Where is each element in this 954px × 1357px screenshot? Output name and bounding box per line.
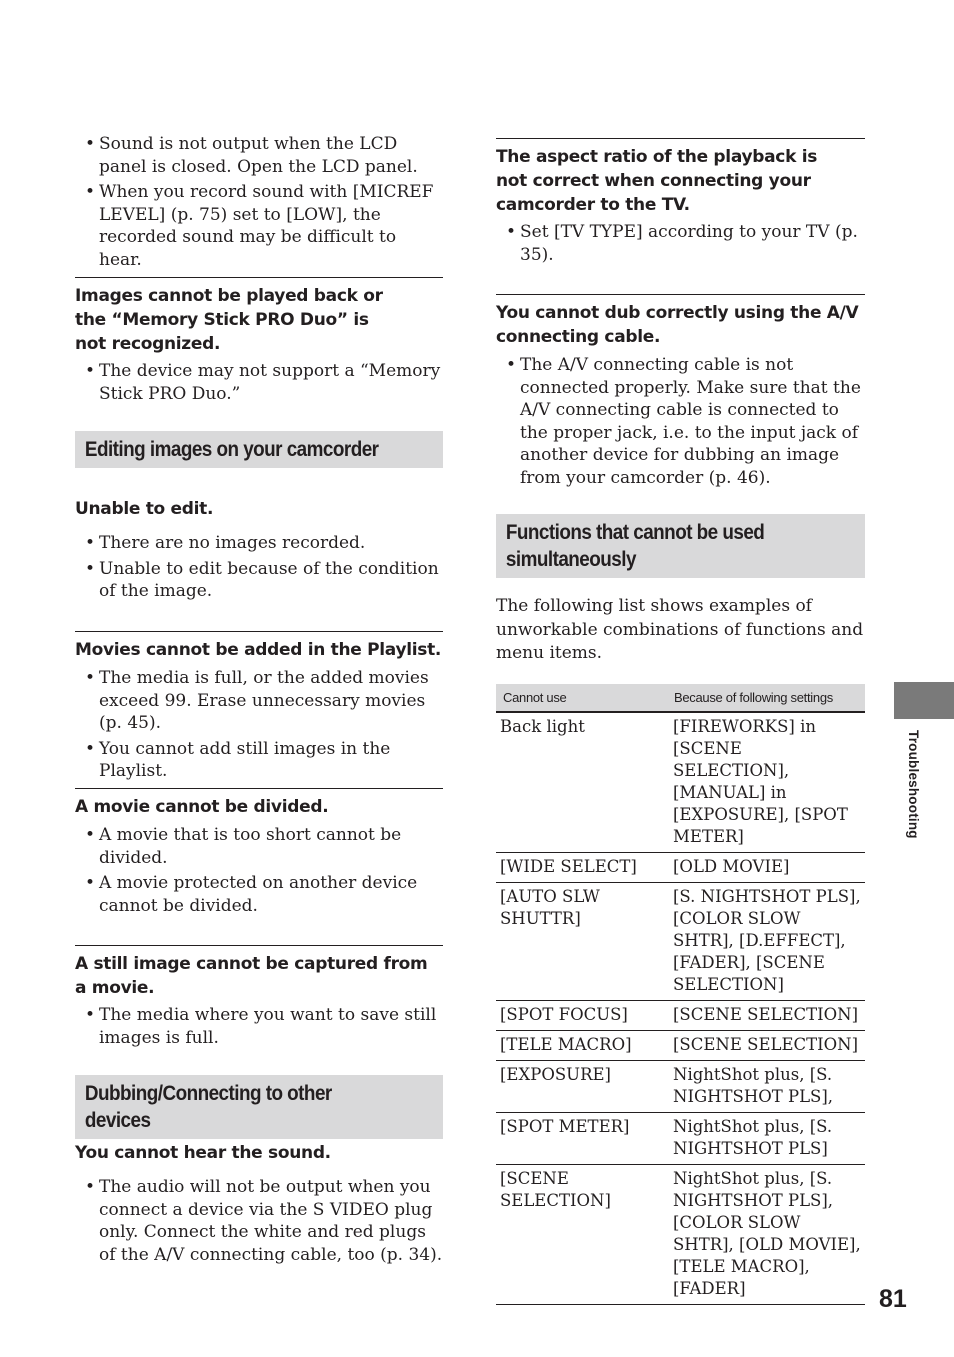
divide-heading: A movie cannot be divided. xyxy=(75,797,329,817)
divider xyxy=(496,294,865,295)
unable-to-edit-heading: Unable to edit. xyxy=(75,499,214,519)
unable-to-edit-bullet-list xyxy=(75,532,443,603)
list-item: • The A/V connecting cable is not connected properly. Make sure that the A/V connecting cable is connected to the proper jack, i.e. to the input jack of another device for dubbing an image from your camcorder (p. 46). xyxy=(496,354,865,489)
dub-heading: You cannot dub correctly using the A/V connecting cable. xyxy=(496,303,859,347)
table-row xyxy=(496,1061,865,1113)
section-header-functions xyxy=(496,514,865,578)
aspect-bullet-list xyxy=(496,221,865,266)
functions-intro: The following list shows examples of unworkable combinations of functions and menu items. xyxy=(496,596,864,663)
intro-bullet-list xyxy=(75,133,443,271)
divider xyxy=(75,945,443,946)
table-cell: [SCENE SELECTION] xyxy=(667,1001,865,1031)
playlist-bullet-list xyxy=(75,667,443,783)
table-cell: [AUTO SLW SHUTTR] xyxy=(496,883,667,1001)
functions-table xyxy=(496,684,865,1305)
list-item: • The device may not support a “Memory Stick PRO Duo.” xyxy=(75,360,443,405)
memory-stick-heading: Images cannot be played back or the “Memory Stick PRO Duo” is not recognized. xyxy=(75,286,383,354)
still-capture-bullet-list xyxy=(75,1004,443,1049)
still-capture-heading: A still image cannot be captured from a movie. xyxy=(75,954,428,998)
list-item: • A movie protected on another device cannot be divided. xyxy=(75,872,443,917)
table-cell: [EXPOSURE] xyxy=(496,1061,667,1113)
list-item: • The media is full, or the added movies exceed 99. Erase unnecessary movies (p. 45). xyxy=(75,667,443,735)
no-sound-heading: You cannot hear the sound. xyxy=(75,1143,331,1163)
section-title: Editing images on your camcorder xyxy=(84,438,379,461)
divide-bullet-list xyxy=(75,824,443,917)
divider xyxy=(75,788,443,789)
section-title: Functions that cannot be used simultaneously xyxy=(505,521,765,571)
section-header-dubbing xyxy=(75,1075,443,1139)
divider xyxy=(496,138,865,139)
list-item: • Unable to edit because of the condition of the image. xyxy=(75,558,443,603)
table-cell: [WIDE SELECT] xyxy=(496,853,667,883)
table-row xyxy=(496,1113,865,1165)
memory-stick-bullet-list xyxy=(75,360,443,405)
list-item: • When you record sound with [MICREF LEVEL] (p. 75) set to [LOW], the recorded sound may be difficult to hear. xyxy=(75,181,443,271)
table-cell: Back light xyxy=(496,712,667,853)
table-cell: NightShot plus, [S. NIGHTSHOT PLS] xyxy=(667,1113,865,1165)
table-row xyxy=(496,1001,865,1031)
table-cell: [SPOT METER] xyxy=(496,1113,667,1165)
table-row xyxy=(496,1165,865,1305)
section-title: Dubbing/Connecting to other devices xyxy=(84,1082,332,1132)
page-number: 81 xyxy=(879,1285,907,1313)
side-tab-marker xyxy=(894,682,954,719)
list-item: • A movie that is too short cannot be divided. xyxy=(75,824,443,869)
table-row xyxy=(496,712,865,853)
table-cell: [TELE MACRO] xyxy=(496,1031,667,1061)
table-cell: [SCENE SELECTION] xyxy=(667,1031,865,1061)
list-item: • There are no images recorded. xyxy=(75,532,443,555)
column-header-because: Because of following settings xyxy=(667,684,865,712)
table-cell: NightShot plus, [S. NIGHTSHOT PLS], xyxy=(667,1061,865,1113)
playlist-heading: Movies cannot be added in the Playlist. xyxy=(75,640,442,660)
divider xyxy=(75,277,443,278)
aspect-heading: The aspect ratio of the playback is not correct when connecting your camcorder to the TV. xyxy=(496,147,818,215)
table-cell: [FIREWORKS] in [SCENE SELECTION], [MANUAL] in [EXPOSURE], [SPOT METER] xyxy=(667,712,865,853)
table-header-row xyxy=(496,684,865,712)
side-tab-label: Troubleshooting xyxy=(906,730,921,839)
table-row xyxy=(496,1031,865,1061)
divider xyxy=(75,631,443,632)
table-cell: [SPOT FOCUS] xyxy=(496,1001,667,1031)
list-item: • The audio will not be output when you connect a device via the S VIDEO plug only. Connect the white and red plugs of the A/V connecting cable, too (p. 34). xyxy=(75,1176,443,1266)
list-item: • Set [TV TYPE] according to your TV (p. 35). xyxy=(496,221,865,266)
column-header-cannot-use: Cannot use xyxy=(496,684,667,712)
table-row xyxy=(496,853,865,883)
list-item: • Sound is not output when the LCD panel is closed. Open the LCD panel. xyxy=(75,133,443,178)
list-item: • The media where you want to save still images is full. xyxy=(75,1004,443,1049)
table-cell: [S. NIGHTSHOT PLS], [COLOR SLOW SHTR], [D.EFFECT], [FADER], [SCENE SELECTION] xyxy=(667,883,865,1001)
table-cell: [SCENE SELECTION] xyxy=(496,1165,667,1305)
table-row xyxy=(496,883,865,1001)
dub-bullet-list xyxy=(496,354,865,489)
list-item: • You cannot add still images in the Playlist. xyxy=(75,738,443,783)
section-header-editing xyxy=(75,431,443,468)
table-cell: NightShot plus, [S. NIGHTSHOT PLS], [COLOR SLOW SHTR], [OLD MOVIE], [TELE MACRO], [FADER] xyxy=(667,1165,865,1305)
table-cell: [OLD MOVIE] xyxy=(667,853,865,883)
no-sound-bullet-list xyxy=(75,1176,443,1266)
